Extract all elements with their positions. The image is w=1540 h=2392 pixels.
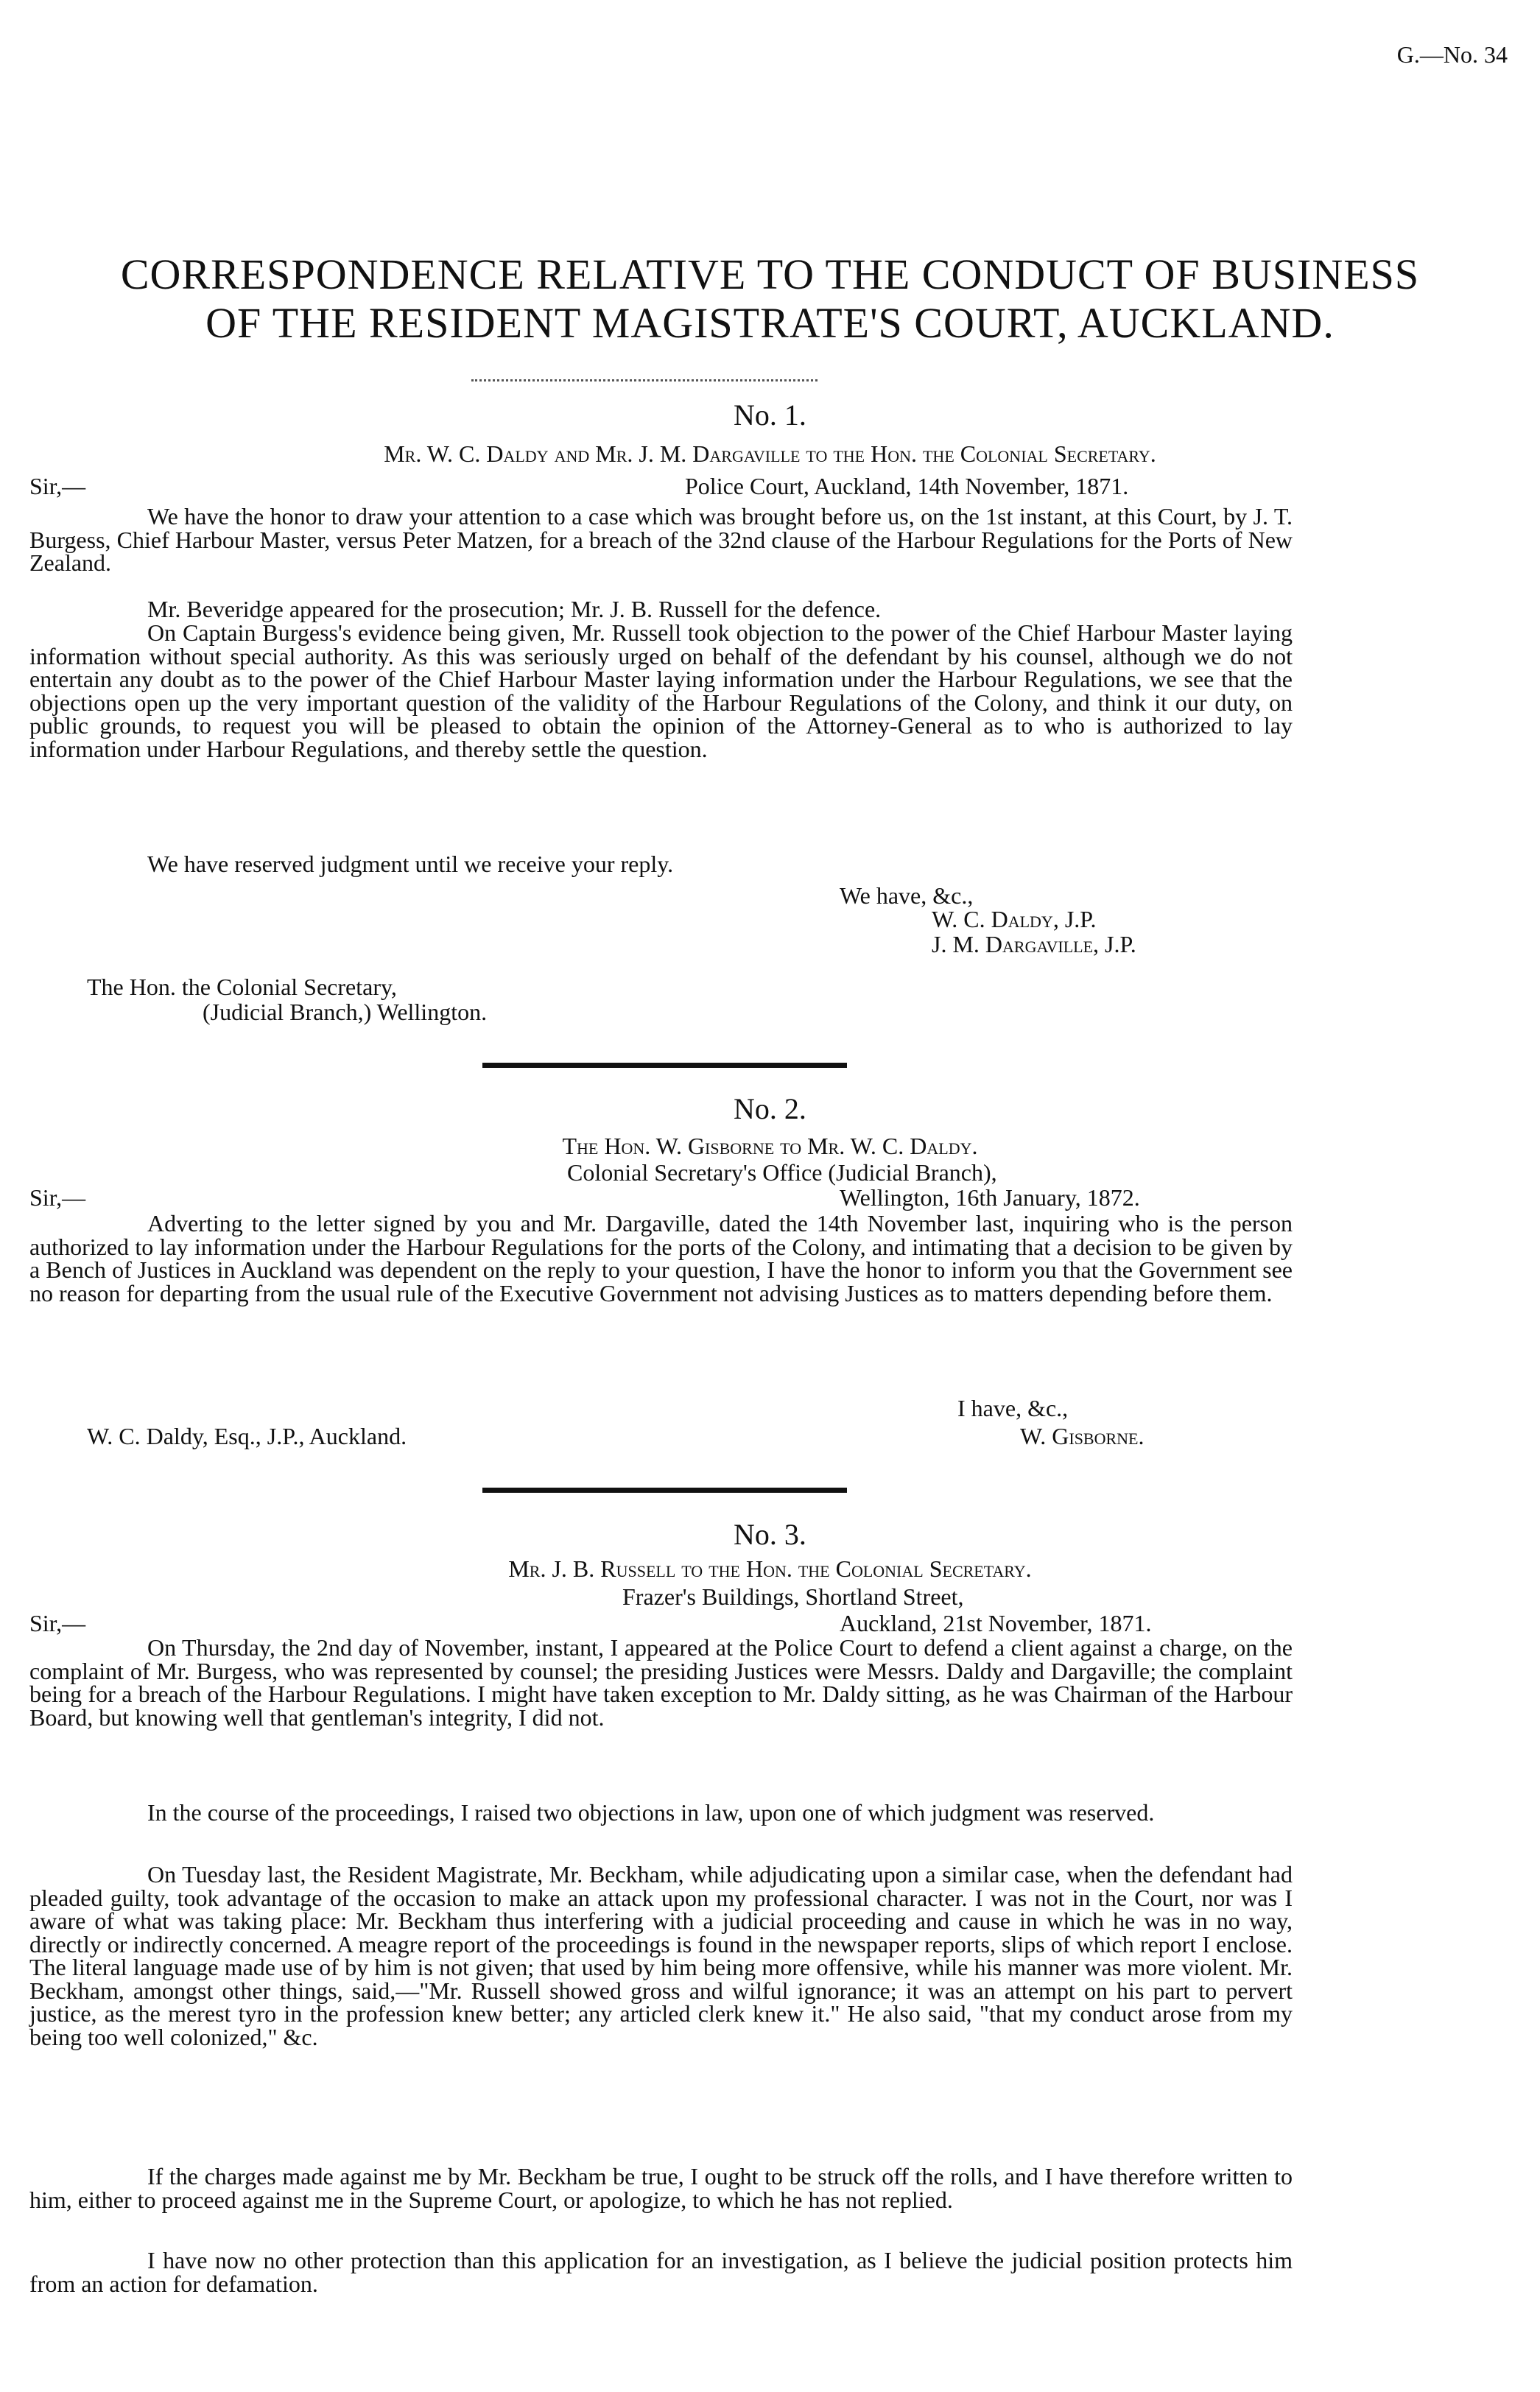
letter-2-signature: W. Gisborne.: [1020, 1423, 1145, 1449]
section-divider: [482, 1063, 847, 1068]
letter-2-number: No. 2.: [734, 1092, 806, 1125]
letter-2-place-date: Wellington, 16th January, 1872.: [840, 1184, 1140, 1211]
letter-3-heading: Mr. J. B. Russell to the Hon. the Colonial Secretary.: [508, 1555, 1032, 1582]
letter-3-address: Frazer's Buildings, Shortland Street,: [622, 1583, 964, 1610]
letter-3-number: No. 3.: [734, 1518, 806, 1551]
letter-1-salutation: Sir,—: [29, 473, 86, 499]
section-divider: [482, 1488, 847, 1493]
letter-3-paragraph-4: If the charges made against me by Mr. Beckham be true, I ought to be struck off the rolls, and I have therefore written to him, either to proceed against me in the Supreme Court, or apologize, to which he has not replied.: [29, 2163, 1293, 2213]
letter-2-salutation: Sir,—: [29, 1184, 86, 1211]
title-divider: [471, 379, 818, 381]
letter-2-paragraph-1: Adverting to the letter signed by you and Mr. Dargaville, dated the 14th November last, inquiring who is the person authorized to lay information under the Harbour Regulations for the ports of the Colony, and intimating that a decision to be given by a Bench of Justices in Auckland was dependent on the reply to your question, I have the honor to inform you that the Government see no reason for departing from the usual rule of the Executive Government not advising Justices as to matters depending before them.: [29, 1210, 1293, 1306]
letter-3-paragraph-1: On Thursday, the 2nd day of November, instant, I appeared at the Police Court to defend a client against a charge, on the complaint of Mr. Burgess, who was represented by counsel; the presiding Justices were Messrs. Daldy and Dargaville; the complaint being for a breach of the Harbour Regulations. I might have taken exception to Mr. Daldy sitting, as he was Chairman of the Harbour Board, but knowing well that gentleman's integrity, I did not.: [29, 1634, 1293, 1731]
letter-1-paragraph-4: We have reserved judgment until we receive your reply.: [147, 851, 674, 877]
letter-1-heading: Mr. W. C. Daldy and Mr. J. M. Dargaville to the Hon. the Colonial Secretary.: [384, 440, 1156, 467]
letter-1-paragraph-1: We have the honor to draw your attention to a case which was brought before us, on the 1st instant, at this Court, by J. T. Burgess, Chief Harbour Master, versus Peter Matzen, for a breach of the 32nd clause of the Harbour Regulations for the Ports of New Zealand.: [29, 503, 1293, 576]
letter-1-signature-2: J. M. Dargaville, J.P.: [932, 931, 1136, 957]
letter-2-addressee: W. C. Daldy, Esq., J.P., Auckland.: [87, 1423, 407, 1449]
letter-2-closing: I have, &c.,: [957, 1395, 1069, 1421]
letter-1-number: No. 1.: [734, 398, 806, 432]
letter-2-office: Colonial Secretary's Office (Judicial Branch),: [567, 1159, 997, 1186]
letter-1-addressee-2: (Judicial Branch,) Wellington.: [203, 999, 488, 1025]
letter-3-paragraph-3: On Tuesday last, the Resident Magistrate, Mr. Beckham, while adjudicating upon a similar case, when the defendant had pleaded guilty, took advantage of the occasion to make an attack upon my professional character. I was not in the Court, nor was I aware of what was taking place: Mr. Beckham thus interfering with a judicial proceeding and cause in which he was in no way, directly or indirectly concerned. A meagre report of the proceedings is found in the newspaper reports, slips of which report I enclose. The literal language made use of by him is not given; that used by him being more offensive, while his manner was more violent. Mr. Beckham, amongst other things, said,—"Mr. Russell showed gross and wilful ignorance; it was an attempt on his part to pervert justice, as the merest tyro in the profession knew better; any articled clerk knew it." He also said, "that my conduct arose from my being too well colonized," &c.: [29, 1861, 1293, 2050]
letter-1-closing: We have, &c.,: [840, 882, 974, 909]
letter-3-place-date: Auckland, 21st November, 1871.: [840, 1610, 1152, 1636]
title-line-2: OF THE RESIDENT MAGISTRATE'S COURT, AUCKLAND.: [205, 299, 1335, 347]
letter-3-paragraph-5: I have now no other protection than this application for an investigation, as I believe the judicial position protects him from an action for defamation.: [29, 2247, 1293, 2297]
letter-1-paragraph-3: On Captain Burgess's evidence being given, Mr. Russell took objection to the power of the Chief Harbour Master laying information without special authority. As this was seriously urged on behalf of the defendant by his counsel, although we do not entertain any doubt as to the power of the Chief Harbour Master laying information under the Harbour Regulations, we see that the objections open up the very important question of the validity of the Harbour Regulations of the Colony, and think it our duty, on public grounds, to request you will be pleased to obtain the opinion of the Attorney-General as to who is authorized to lay information under Harbour Regulations, and thereby settle the question.: [29, 619, 1293, 762]
letter-1-paragraph-2: Mr. Beveridge appeared for the prosecution; Mr. J. B. Russell for the defence.: [147, 596, 882, 622]
letter-1-addressee-1: The Hon. the Colonial Secretary,: [87, 974, 397, 1000]
letter-1-signature-1: W. C. Daldy, J.P.: [932, 906, 1097, 932]
page-reference: G.—No. 34: [1396, 41, 1508, 68]
document-title: [0, 250, 1540, 348]
letter-1-place-date: Police Court, Auckland, 14th November, 1871.: [685, 473, 1129, 499]
title-line-1: CORRESPONDENCE RELATIVE TO THE CONDUCT OF BUSINESS: [120, 250, 1420, 298]
letter-3-salutation: Sir,—: [29, 1610, 86, 1636]
letter-3-paragraph-2: In the course of the proceedings, I raised two objections in law, upon one of which judgment was reserved.: [147, 1799, 1155, 1826]
letter-2-heading: The Hon. W. Gisborne to Mr. W. C. Daldy.: [562, 1133, 978, 1159]
